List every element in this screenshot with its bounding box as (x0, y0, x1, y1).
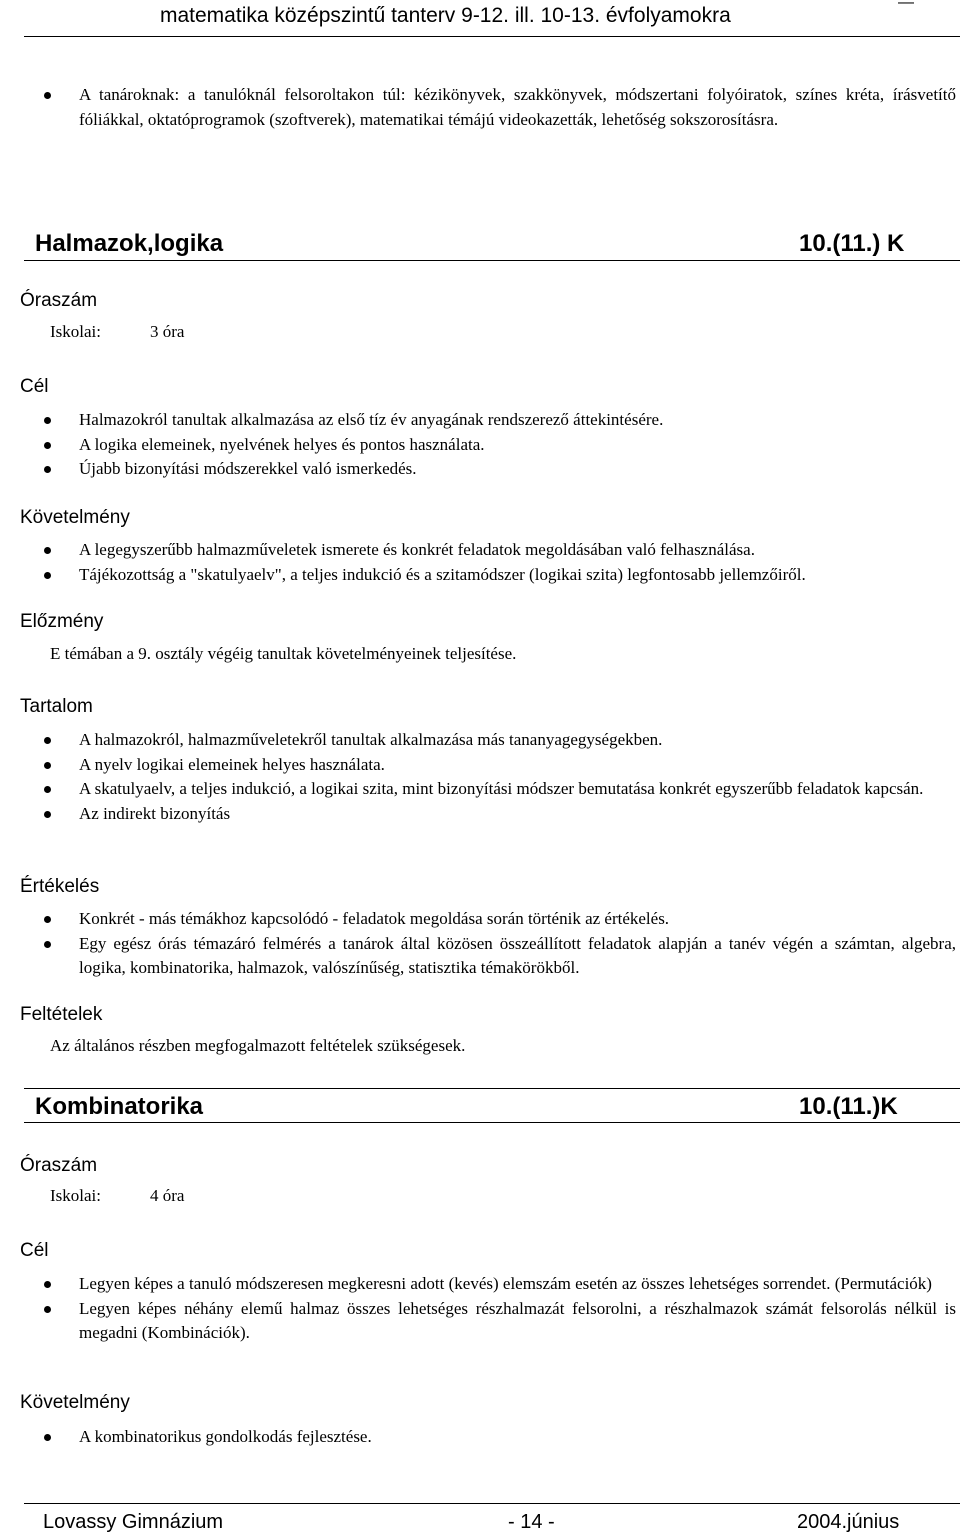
kovetelmeny-list (24, 538, 956, 587)
header-rule (24, 36, 960, 37)
elozmeny-heading: Előzmény (20, 611, 104, 632)
section-code: 10.(11.)K (799, 1093, 898, 1120)
footer-date: 2004.június (797, 1511, 900, 1533)
list-item: A halmazokról, halmazműveletekről tanultak alkalmazása más tananyagegységekben. (24, 728, 956, 753)
list-item: A logika elemeinek, nyelvének helyes és pontos használata. (24, 433, 956, 458)
feltetelek-text: Az általános részben megfogalmazott feltételek szükségesek. (50, 1036, 466, 1055)
oraszam-heading: Óraszám (20, 290, 98, 311)
running-header-title: matematika középszintű tanterv 9-12. ill. 10-13. évfolyamokra (160, 4, 731, 27)
section-title: Halmazok,logika (35, 230, 224, 257)
list-item: Halmazokról tanultak alkalmazása az első tíz év anyagának rendszerező áttekintésére. (24, 408, 956, 433)
footer-page-number: - 14 - (508, 1511, 555, 1533)
header-dash: — (898, 0, 914, 11)
tartalom-list (24, 728, 956, 826)
list-item: A kombinatorikus gondolkodás fejlesztése. (24, 1425, 956, 1450)
intro-list (24, 83, 956, 132)
iskolai-label: Iskolai: (50, 322, 101, 341)
list-item: A legegyszerűbb halmazműveletek ismerete és konkrét feladatok megoldásában való felhasználása. (24, 538, 956, 563)
footer-rule (24, 1503, 960, 1504)
list-item: A tanároknak: a tanulóknál felsoroltakon túl: kézikönyvek, szakkönyvek, módszertani folyóiratok, színes kréta, írásvetítő fóliákkal, oktatóprogramok (szoftverek), matematikai témájú videokazetták, lehetőség sokszorosításra. (24, 83, 956, 132)
list-item: Legyen képes a tanuló módszeresen megkeresni adott (kevés) elemszám esetén az összes lehetséges sorrendet. (Permutációk) (24, 1272, 956, 1297)
oraszam-heading: Óraszám (20, 1155, 98, 1176)
ertekeles-list (24, 907, 956, 981)
section-title: Kombinatorika (35, 1093, 204, 1120)
list-item: Tájékozottság a "skatulyaelv", a teljes indukció és a szitamódszer (logikai szita) legfontosabb jellemzőiről. (24, 563, 956, 588)
cel-list (24, 408, 956, 482)
footer-school: Lovassy Gimnázium (43, 1511, 224, 1533)
list-item: A nyelv logikai elemeinek helyes használata. (24, 753, 956, 778)
list-item: A skatulyaelv, a teljes indukció, a logikai szita, mint bizonyítási módszer bemutatása konkrét egyszerűbb feladatok kapcsán. (24, 777, 956, 802)
section-code: 10.(11.) K (799, 230, 905, 257)
kovetelmeny-heading: Követelmény (20, 1392, 130, 1413)
list-item: Legyen képes néhány elemű halmaz összes lehetséges részhalmazát felsorolni, a részhalmazok számát felsorolás nélkül is megadni (Kombinációk). (24, 1297, 956, 1346)
iskolai-value: 4 óra (150, 1186, 185, 1205)
elozmeny-text: E témában a 9. osztály végéig tanultak követelményeinek teljesítése. (50, 644, 517, 663)
iskolai-label: Iskolai: (50, 1186, 101, 1205)
kovetelmeny-heading: Követelmény (20, 507, 130, 528)
section-rule (24, 1122, 960, 1123)
tartalom-heading: Tartalom (20, 696, 93, 717)
cel-heading: Cél (20, 1240, 49, 1261)
list-item: Az indirekt bizonyítás (24, 802, 956, 827)
cel-list (24, 1272, 956, 1346)
section-rule (24, 1088, 960, 1089)
cel-heading: Cél (20, 376, 49, 397)
ertekeles-heading: Értékelés (20, 876, 100, 897)
section-rule (24, 260, 960, 261)
list-item: Újabb bizonyítási módszerekkel való ismerkedés. (24, 457, 956, 482)
kovetelmeny-list (24, 1425, 956, 1450)
list-item: Konkrét - más témákhoz kapcsolódó - feladatok megoldása során történik az értékelés. (24, 907, 956, 932)
list-item: Egy egész órás témazáró felmérés a tanárok által közösen összeállított feladatok alapján a tanév végén a számtan, algebra, logika, kombinatorika, halmazok, valószínűség, statisztika témakörökből. (24, 932, 956, 981)
feltetelek-heading: Feltételek (20, 1004, 103, 1025)
iskolai-value: 3 óra (150, 322, 185, 341)
